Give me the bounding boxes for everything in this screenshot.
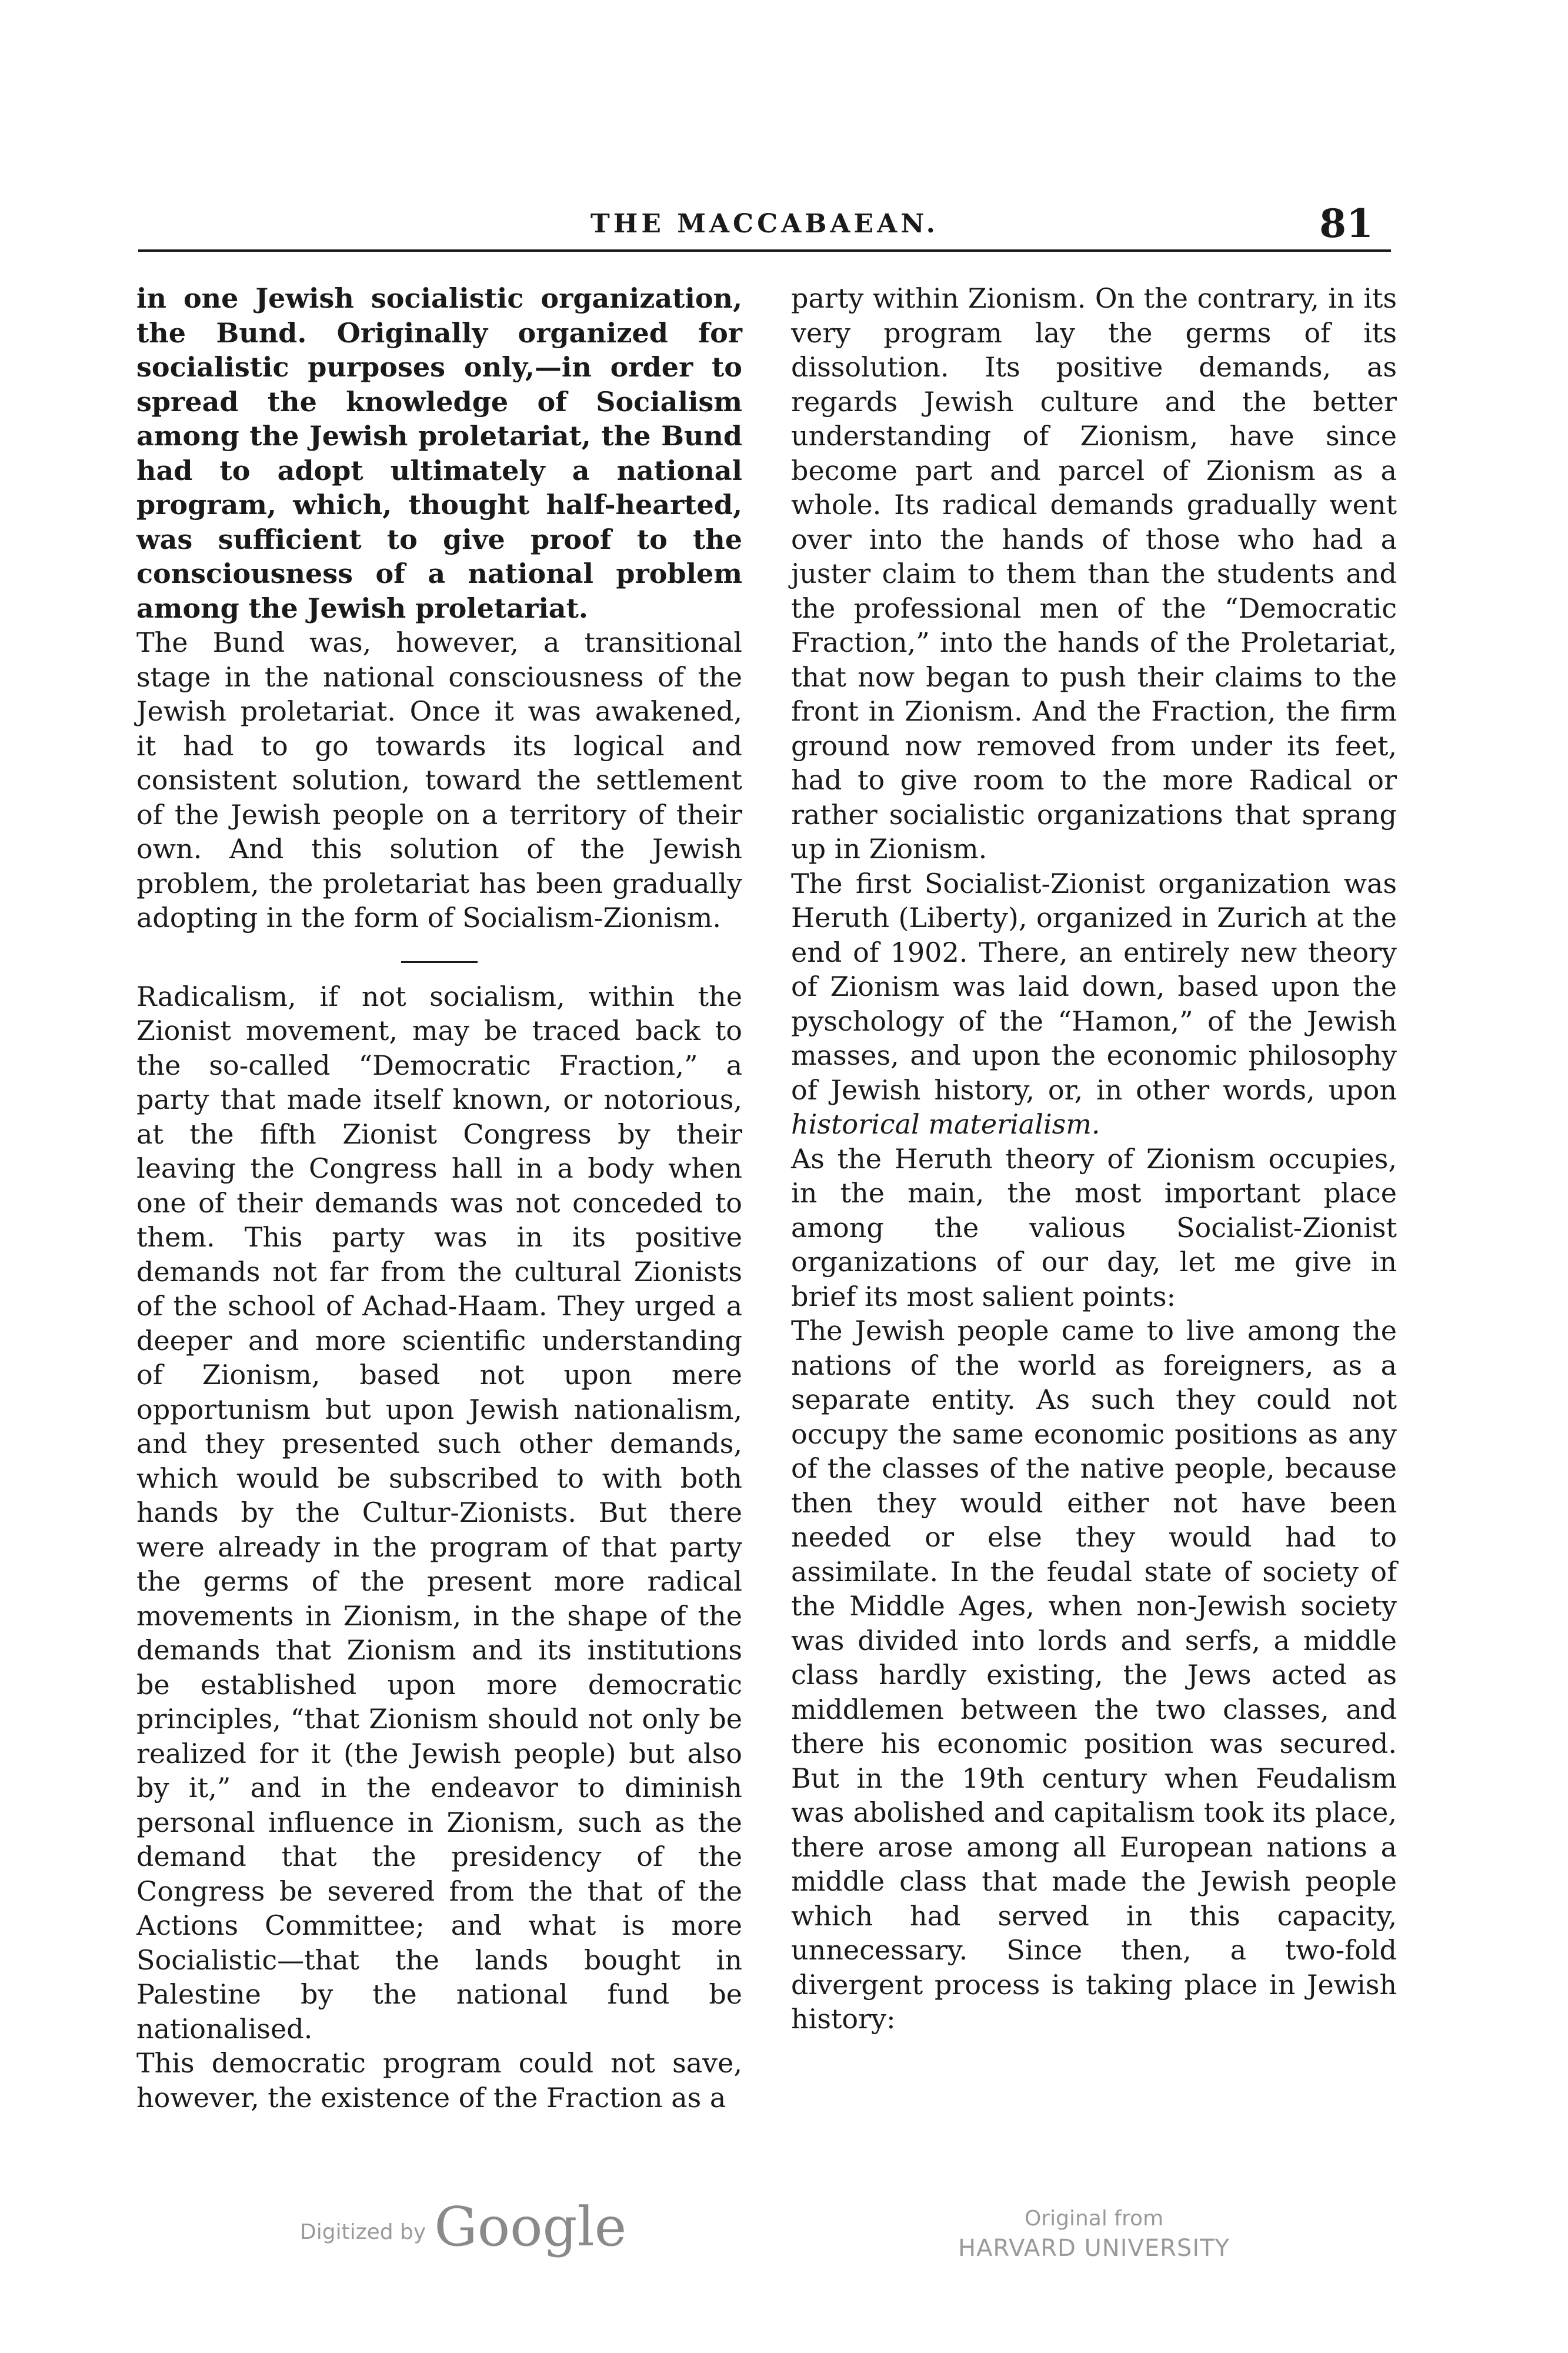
paragraph: The Jewish people came to live among the nations of the world as foreigners, as a separate entity. As such they could not occupy the same economic positions as any of the classes of the native people, because then they would either not have been needed or else they would had to assimilate. In the feudal state of society of the Middle Ages, when non-Jewish society was divided into lords and serfs, a middle class hardly existing, the Jews acted as middlemen between the two classes, and there his economic position was secured. But in the 19th century when Feudalism was abolished and capitalism took its place, there arose among all European nations a middle class that made the Jewish people which had served in this capacity, unnecessary. Since then, a two-fold divergent process is taking place in Jewish history: [791, 1315, 1397, 2035]
journal-title: THE MACCABAEAN. [590, 209, 939, 239]
source-watermark [929, 2205, 1259, 2264]
paragraph [791, 866, 1397, 1142]
digitized-by-watermark [300, 2191, 626, 2262]
emphasized-text: historical materialism. [791, 1108, 1100, 1140]
paragraph-text: The first Socialist-Zionist organization was Heruth (Liberty), organized in Zurich at the end of 1902. There, an entirely new theory of Zionism was laid down, based upon the pyschology of the “Hamon,” of the Jewish masses, and upon the economic philosophy of Jewish history, or, in other words, upon [791, 867, 1397, 1106]
header-rule [138, 249, 1391, 252]
paragraph: This democratic program could not save, however, the existence of the Fraction as a [136, 2047, 742, 2114]
source-institution: HARVARD UNIVERSITY [958, 2235, 1230, 2262]
paragraph: party within Zionism. On the contrary, in its very program lay the germs of its dissolution. Its positive demands, as regards Jewish culture and the better understanding of Zionism, have since become part and parcel of Zionism as a whole. Its radical demands gradually went over into the hands of those who had a juster claim to them than the students and the professional men of the “Democratic Fraction,” into the hands of the Proletariat, that now began to push their claims to the front in Zionism. And the Fraction, the firm ground now removed from under its feet, had to give room to the more Radical or rather socialistic organizations that sprang up in Zionism. [791, 282, 1397, 865]
paragraph: As the Heruth theory of Zionism occupies, in the main, the most important place among the valious Socialist-Zionist organizations of our day, let me give in brief its most salient points: [791, 1142, 1397, 1312]
source-label: Original from [1024, 2207, 1164, 2231]
left-column [136, 281, 742, 2115]
right-column [791, 281, 1397, 2037]
page-number: 81 [1319, 201, 1373, 246]
section-divider [401, 961, 478, 963]
digitized-label: Digitized by [300, 2219, 426, 2244]
paragraph: The Bund was, however, a transitional stage in the national consciousness of the Jewish proletariat. Once it was awakened, it had to go towards its logical and consistent solution, toward the settlement of the Jewish people on a territory of their own. And this solution of the Jewish problem, the proletariat has been gradually adopting in the form of Socialism-Zionism. [136, 626, 742, 934]
google-logo: Google [434, 2195, 627, 2258]
running-header [138, 203, 1391, 250]
paragraph: Radicalism, if not socialism, within the Zionist movement, may be traced back to the so-called “Democratic Fraction,” a party that made itself known, or notorious, at the fifth Zionist Congress by their leaving the Congress hall in a body when one of their demands was not conceded to them. This party was in its positive demands not far from the cultural Zionists of the school of Achad-Haam. They urged a deeper and more scientific understanding of Zionism, based not upon mere opportunism but upon Jewish nationalism, and they presented such other demands, which would be subscribed to with both hands by the Cultur-Zionists. But there were already in the program of that party the germs of the present more radical movements in Zionism, in the shape of the demands that Zionism and its institutions be established upon more democratic principles, “that Zionism should not only be realized for it (the Jewish people) but also by it,” and in the endeavor to diminish personal influence in Zionism, such as the demand that the presidency of the Congress be severed from the that of the Actions Committee; and what is more Socialistic—that the lands bought in Palestine by the national fund be nationalised. [136, 980, 742, 2045]
paragraph: in one Jewish socialistic organization, the Bund. Originally organized for socialistic purposes only,—in order to spread the knowledge of Socialism among the Jewish proletariat, the Bund had to adopt ultimately a national program, which, thought half-hearted, was sufficient to give proof to the consciousness of a national problem among the Jewish proletariat. [136, 282, 742, 624]
